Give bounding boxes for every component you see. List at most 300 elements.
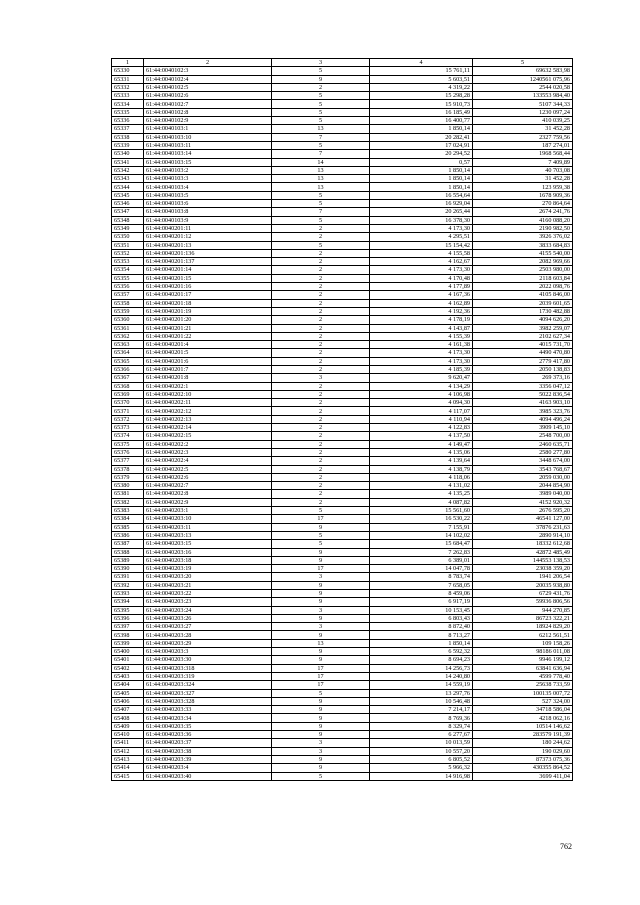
area-cell: 8 872,40	[370, 623, 473, 631]
count-cell: 2	[272, 407, 370, 415]
value-cell: 1941 206,54	[473, 573, 573, 581]
row-number-cell: 65353	[112, 258, 144, 266]
table-row	[112, 399, 573, 407]
value-cell: 20035 938,80	[473, 581, 573, 589]
cadastral-number-cell: 61:44:0040203:28	[144, 631, 272, 639]
cadastral-number-cell: 61:44:0040103:8	[144, 208, 272, 216]
row-number-cell: 65415	[112, 772, 144, 780]
area-cell: 15 298,28	[370, 92, 473, 100]
area-cell: 15 761,11	[370, 67, 473, 75]
row-number-cell: 65384	[112, 515, 144, 523]
table-row	[112, 258, 573, 266]
row-number-cell: 65343	[112, 175, 144, 183]
value-cell: 40 703,08	[473, 166, 573, 174]
value-cell: 4490 470,80	[473, 349, 573, 357]
cadastral-number-cell: 61:44:0040203:27	[144, 623, 272, 631]
table-row	[112, 216, 573, 224]
table-row	[112, 482, 573, 490]
area-cell: 10 557,20	[370, 747, 473, 755]
row-number-cell: 65361	[112, 324, 144, 332]
cadastral-number-cell: 61:44:0040203:1	[144, 507, 272, 515]
area-cell: 6 803,43	[370, 614, 473, 622]
table-row	[112, 83, 573, 91]
table-row	[112, 75, 573, 83]
count-cell: 2	[272, 316, 370, 324]
row-number-cell: 65412	[112, 747, 144, 755]
row-number-cell: 65388	[112, 548, 144, 556]
count-cell: 2	[272, 299, 370, 307]
cadastral-number-cell: 61:44:0040203:23	[144, 598, 272, 606]
table-row	[112, 681, 573, 689]
table-row	[112, 606, 573, 614]
cadastral-number-cell: 61:44:0040201:21	[144, 324, 272, 332]
count-cell: 14	[272, 158, 370, 166]
value-cell: 1968 568,44	[473, 150, 573, 158]
table-row	[112, 548, 573, 556]
area-cell: 1 850,14	[370, 125, 473, 133]
row-number-cell: 65364	[112, 349, 144, 357]
table-row	[112, 224, 573, 232]
count-cell: 17	[272, 515, 370, 523]
value-cell: 144553 138,53	[473, 556, 573, 564]
cadastral-number-cell: 61:44:0040202:11	[144, 399, 272, 407]
table-row	[112, 772, 573, 780]
count-cell: 5	[272, 92, 370, 100]
value-cell: 3989 040,00	[473, 490, 573, 498]
area-cell: 16 378,30	[370, 216, 473, 224]
row-number-cell: 65398	[112, 631, 144, 639]
table-row	[112, 465, 573, 473]
cadastral-number-cell: 61:44:0040203:26	[144, 614, 272, 622]
area-cell: 7 214,17	[370, 706, 473, 714]
table-row	[112, 448, 573, 456]
row-number-cell: 65380	[112, 482, 144, 490]
cadastral-number-cell: 61:44:0040102:8	[144, 108, 272, 116]
area-cell: 1 850,14	[370, 175, 473, 183]
area-cell: 15 561,60	[370, 507, 473, 515]
cadastral-number-cell: 61:44:0040103:15	[144, 158, 272, 166]
cadastral-number-cell: 61:44:0040102:7	[144, 100, 272, 108]
row-number-cell: 65365	[112, 357, 144, 365]
row-number-cell: 65372	[112, 415, 144, 423]
count-cell: 9	[272, 656, 370, 664]
area-cell: 6 917,19	[370, 598, 473, 606]
value-cell: 46541 127,00	[473, 515, 573, 523]
area-cell: 20 265,44	[370, 208, 473, 216]
area-cell: 4 131,02	[370, 482, 473, 490]
table-row	[112, 556, 573, 564]
area-cell: 13 297,76	[370, 689, 473, 697]
row-number-cell: 65346	[112, 200, 144, 208]
value-cell: 7 409,89	[473, 158, 573, 166]
count-cell: 9	[272, 556, 370, 564]
row-number-cell: 65344	[112, 183, 144, 191]
cadastral-number-cell: 61:44:0040103:1	[144, 125, 272, 133]
value-cell: 25638 733,59	[473, 681, 573, 689]
row-number-cell: 65383	[112, 507, 144, 515]
value-cell: 4094 496,24	[473, 415, 573, 423]
table-row	[112, 424, 573, 432]
table-row	[112, 581, 573, 589]
column-header: 2	[144, 59, 272, 67]
value-cell: 2050 138,83	[473, 365, 573, 373]
row-number-cell: 65370	[112, 399, 144, 407]
cadastral-number-cell: 61:44:0040103:9	[144, 216, 272, 224]
count-cell: 17	[272, 681, 370, 689]
table-row	[112, 341, 573, 349]
area-cell: 6 389,01	[370, 556, 473, 564]
table-row	[112, 274, 573, 282]
table-row	[112, 133, 573, 141]
table-row	[112, 722, 573, 730]
row-number-cell: 65411	[112, 739, 144, 747]
table-row	[112, 697, 573, 705]
area-cell: 1 850,14	[370, 639, 473, 647]
cadastral-number-cell: 61:44:0040201:14	[144, 266, 272, 274]
cadastral-number-cell: 61:44:0040103:10	[144, 133, 272, 141]
count-cell: 9	[272, 598, 370, 606]
count-cell: 9	[272, 697, 370, 705]
area-cell: 5 603,51	[370, 75, 473, 83]
count-cell: 2	[272, 415, 370, 423]
count-cell: 9	[272, 548, 370, 556]
area-cell: 4 173,30	[370, 349, 473, 357]
count-cell: 2	[272, 83, 370, 91]
value-cell: 269 373,16	[473, 374, 573, 382]
cadastral-number-cell: 61:44:0040202:10	[144, 390, 272, 398]
value-cell: 2039 601,65	[473, 299, 573, 307]
row-number-cell: 65396	[112, 614, 144, 622]
cadastral-number-cell: 61:44:0040201:17	[144, 291, 272, 299]
cadastral-number-cell: 61:44:0040203:21	[144, 581, 272, 589]
table-row	[112, 266, 573, 274]
count-cell: 2	[272, 365, 370, 373]
row-number-cell: 65357	[112, 291, 144, 299]
table-row	[112, 664, 573, 672]
cadastral-number-cell: 61:44:0040103:5	[144, 191, 272, 199]
value-cell: 4152 920,32	[473, 498, 573, 506]
area-cell: 8 694,23	[370, 656, 473, 664]
cadastral-number-cell: 61:44:0040103:2	[144, 166, 272, 174]
count-cell: 9	[272, 75, 370, 83]
count-cell: 3	[272, 374, 370, 382]
row-number-cell: 65367	[112, 374, 144, 382]
table-row	[112, 92, 573, 100]
value-cell: 410 039,25	[473, 117, 573, 125]
row-number-cell: 65355	[112, 274, 144, 282]
table-row	[112, 307, 573, 315]
count-cell: 2	[272, 291, 370, 299]
value-cell: 187 274,01	[473, 141, 573, 149]
row-number-cell: 65408	[112, 714, 144, 722]
cadastral-number-cell: 61:44:0040203:39	[144, 755, 272, 763]
count-cell: 17	[272, 565, 370, 573]
value-cell: 123 959,38	[473, 183, 573, 191]
count-cell: 2	[272, 233, 370, 241]
count-cell: 2	[272, 490, 370, 498]
area-cell: 4 135,25	[370, 490, 473, 498]
table-row	[112, 706, 573, 714]
table-row	[112, 739, 573, 747]
row-number-cell: 65336	[112, 117, 144, 125]
table-row	[112, 590, 573, 598]
cadastral-number-cell: 61:44:0040203:19	[144, 565, 272, 573]
row-number-cell: 65352	[112, 249, 144, 257]
header-row	[112, 59, 573, 67]
cadastral-number-cell: 61:44:0040102:9	[144, 117, 272, 125]
table-row	[112, 158, 573, 166]
table-row	[112, 473, 573, 481]
value-cell: 86723 322,21	[473, 614, 573, 622]
row-number-cell: 65395	[112, 606, 144, 614]
area-cell: 4 319,22	[370, 83, 473, 91]
area-cell: 4 122,83	[370, 424, 473, 432]
value-cell: 3985 323,76	[473, 407, 573, 415]
value-cell: 18332 612,68	[473, 540, 573, 548]
count-cell: 2	[272, 457, 370, 465]
row-number-cell: 65333	[112, 92, 144, 100]
cadastral-number-cell: 61:44:0040203:10	[144, 515, 272, 523]
area-cell: 7 658,05	[370, 581, 473, 589]
table-row	[112, 714, 573, 722]
area-cell: 4 170,48	[370, 274, 473, 282]
row-number-cell: 65340	[112, 150, 144, 158]
count-cell: 2	[272, 473, 370, 481]
table-row	[112, 233, 573, 241]
count-cell: 17	[272, 672, 370, 680]
value-cell: 9946 199,12	[473, 656, 573, 664]
cadastral-number-cell: 61:44:0040201:15	[144, 274, 272, 282]
count-cell: 2	[272, 283, 370, 291]
value-cell: 2044 854,90	[473, 482, 573, 490]
count-cell: 2	[272, 324, 370, 332]
table-row	[112, 191, 573, 199]
cadastral-number-cell: 61:44:0040203:13	[144, 531, 272, 539]
area-cell: 16 530,22	[370, 515, 473, 523]
count-cell: 5	[272, 67, 370, 75]
row-number-cell: 65350	[112, 233, 144, 241]
value-cell: 527 324,00	[473, 697, 573, 705]
value-cell: 944 270,85	[473, 606, 573, 614]
area-cell: 8 713,27	[370, 631, 473, 639]
value-cell: 2544 020,58	[473, 83, 573, 91]
row-number-cell: 65406	[112, 697, 144, 705]
row-number-cell: 65382	[112, 498, 144, 506]
area-cell: 4 173,30	[370, 224, 473, 232]
area-cell: 4 155,58	[370, 249, 473, 257]
area-cell: 16 185,49	[370, 108, 473, 116]
row-number-cell: 65363	[112, 341, 144, 349]
cadastral-number-cell: 61:44:0040102:5	[144, 83, 272, 91]
table-row	[112, 415, 573, 423]
cadastral-number-cell: 61:44:0040203:3	[144, 648, 272, 656]
cadastral-number-cell: 61:44:0040201:6	[144, 357, 272, 365]
value-cell: 1240561 075,96	[473, 75, 573, 83]
table-row	[112, 349, 573, 357]
row-number-cell: 65378	[112, 465, 144, 473]
count-cell: 5	[272, 772, 370, 780]
count-cell: 5	[272, 540, 370, 548]
page-number: 762	[560, 842, 572, 851]
row-number-cell: 65360	[112, 316, 144, 324]
cadastral-number-cell: 61:44:0040203:30	[144, 656, 272, 664]
count-cell: 9	[272, 731, 370, 739]
table-row	[112, 523, 573, 531]
count-cell: 3	[272, 739, 370, 747]
cadastral-number-cell: 61:44:0040202:1	[144, 382, 272, 390]
row-number-cell: 65342	[112, 166, 144, 174]
table-row	[112, 656, 573, 664]
area-cell: 4 094,30	[370, 399, 473, 407]
count-cell: 5	[272, 216, 370, 224]
value-cell: 59936 806,56	[473, 598, 573, 606]
cadastral-number-cell: 61:44:0040201:13	[144, 241, 272, 249]
row-number-cell: 65394	[112, 598, 144, 606]
value-cell: 3982 259,07	[473, 324, 573, 332]
cadastral-number-cell: 61:44:0040201:4	[144, 341, 272, 349]
value-cell: 1678 909,36	[473, 191, 573, 199]
value-cell: 5107 344,33	[473, 100, 573, 108]
row-number-cell: 65358	[112, 299, 144, 307]
area-cell: 14 559,19	[370, 681, 473, 689]
count-cell: 5	[272, 507, 370, 515]
row-number-cell: 65413	[112, 755, 144, 763]
cadastral-number-cell: 61:44:0040203:16	[144, 548, 272, 556]
value-cell: 6729 431,76	[473, 590, 573, 598]
value-cell: 37876 231,63	[473, 523, 573, 531]
count-cell: 2	[272, 382, 370, 390]
cadastral-number-cell: 61:44:0040203:35	[144, 722, 272, 730]
count-cell: 2	[272, 448, 370, 456]
row-number-cell: 65379	[112, 473, 144, 481]
value-cell: 31 452,28	[473, 125, 573, 133]
area-cell: 4 177,89	[370, 283, 473, 291]
cadastral-number-cell: 61:44:0040203:15	[144, 540, 272, 548]
value-cell: 2082 969,66	[473, 258, 573, 266]
area-cell: 8 769,36	[370, 714, 473, 722]
area-cell: 1 850,14	[370, 183, 473, 191]
count-cell: 13	[272, 125, 370, 133]
cadastral-number-cell: 61:44:0040203:29	[144, 639, 272, 647]
value-cell: 5022 836,54	[473, 390, 573, 398]
count-cell: 3	[272, 747, 370, 755]
row-number-cell: 65351	[112, 241, 144, 249]
area-cell: 4 087,82	[370, 498, 473, 506]
value-cell: 2102 627,34	[473, 332, 573, 340]
value-cell: 4218 062,16	[473, 714, 573, 722]
row-number-cell: 65330	[112, 67, 144, 75]
row-number-cell: 65341	[112, 158, 144, 166]
row-number-cell: 65335	[112, 108, 144, 116]
row-number-cell: 65371	[112, 407, 144, 415]
cadastral-value-table	[111, 58, 573, 781]
count-cell: 2	[272, 332, 370, 340]
count-cell: 7	[272, 150, 370, 158]
value-cell: 2327 759,56	[473, 133, 573, 141]
row-number-cell: 65348	[112, 216, 144, 224]
cadastral-number-cell: 61:44:0040203:327	[144, 689, 272, 697]
table-row	[112, 573, 573, 581]
area-cell: 10 153,45	[370, 606, 473, 614]
cadastral-number-cell: 61:44:0040202:13	[144, 415, 272, 423]
cadastral-number-cell: 61:44:0040203:37	[144, 739, 272, 747]
count-cell: 2	[272, 482, 370, 490]
area-cell: 14 256,73	[370, 664, 473, 672]
value-cell: 4015 731,70	[473, 341, 573, 349]
cadastral-number-cell: 61:44:0040203:328	[144, 697, 272, 705]
count-cell: 7	[272, 133, 370, 141]
row-number-cell: 65410	[112, 731, 144, 739]
area-cell: 14 916,98	[370, 772, 473, 780]
area-cell: 1 850,14	[370, 166, 473, 174]
value-cell: 4155 540,00	[473, 249, 573, 257]
row-number-cell: 65338	[112, 133, 144, 141]
area-cell: 20 294,52	[370, 150, 473, 158]
row-number-cell: 65368	[112, 382, 144, 390]
cadastral-number-cell: 61:44:0040203:20	[144, 573, 272, 581]
count-cell: 2	[272, 399, 370, 407]
cadastral-number-cell: 61:44:0040201:5	[144, 349, 272, 357]
area-cell: 4 137,50	[370, 432, 473, 440]
area-cell: 4 143,87	[370, 324, 473, 332]
area-cell: 4 106,98	[370, 390, 473, 398]
table-row	[112, 67, 573, 75]
row-number-cell: 65377	[112, 457, 144, 465]
row-number-cell: 65374	[112, 432, 144, 440]
row-number-cell: 65401	[112, 656, 144, 664]
count-cell: 3	[272, 623, 370, 631]
row-number-cell: 65403	[112, 672, 144, 680]
count-cell: 9	[272, 722, 370, 730]
area-cell: 10 013,59	[370, 739, 473, 747]
table-row	[112, 299, 573, 307]
cadastral-number-cell: 61:44:0040103:14	[144, 150, 272, 158]
value-cell: 34718 586,04	[473, 706, 573, 714]
value-cell: 2779 417,80	[473, 357, 573, 365]
area-cell: 15 684,47	[370, 540, 473, 548]
area-cell: 4 173,30	[370, 357, 473, 365]
table-row	[112, 515, 573, 523]
area-cell: 14 047,78	[370, 565, 473, 573]
value-cell: 23038 359,20	[473, 565, 573, 573]
table-row	[112, 689, 573, 697]
table-row	[112, 365, 573, 373]
area-cell: 4 161,38	[370, 341, 473, 349]
table-row	[112, 764, 573, 772]
table-row	[112, 755, 573, 763]
area-cell: 16 554,64	[370, 191, 473, 199]
count-cell: 13	[272, 183, 370, 191]
area-cell: 10 546,48	[370, 697, 473, 705]
table-row	[112, 316, 573, 324]
value-cell: 283579 191,39	[473, 731, 573, 739]
area-cell: 8 783,74	[370, 573, 473, 581]
cadastral-number-cell: 61:44:0040201:7	[144, 365, 272, 373]
cadastral-number-cell: 61:44:0040201:136	[144, 249, 272, 257]
area-cell: 15 910,73	[370, 100, 473, 108]
count-cell: 5	[272, 100, 370, 108]
area-cell: 7 262,83	[370, 548, 473, 556]
value-cell: 4599 778,40	[473, 672, 573, 680]
count-cell: 9	[272, 631, 370, 639]
value-cell: 3448 674,00	[473, 457, 573, 465]
row-number-cell: 65405	[112, 689, 144, 697]
area-cell: 5 966,32	[370, 764, 473, 772]
cadastral-number-cell: 61:44:0040201:137	[144, 258, 272, 266]
table-row	[112, 639, 573, 647]
value-cell: 6212 561,51	[473, 631, 573, 639]
area-cell: 6 592,32	[370, 648, 473, 656]
